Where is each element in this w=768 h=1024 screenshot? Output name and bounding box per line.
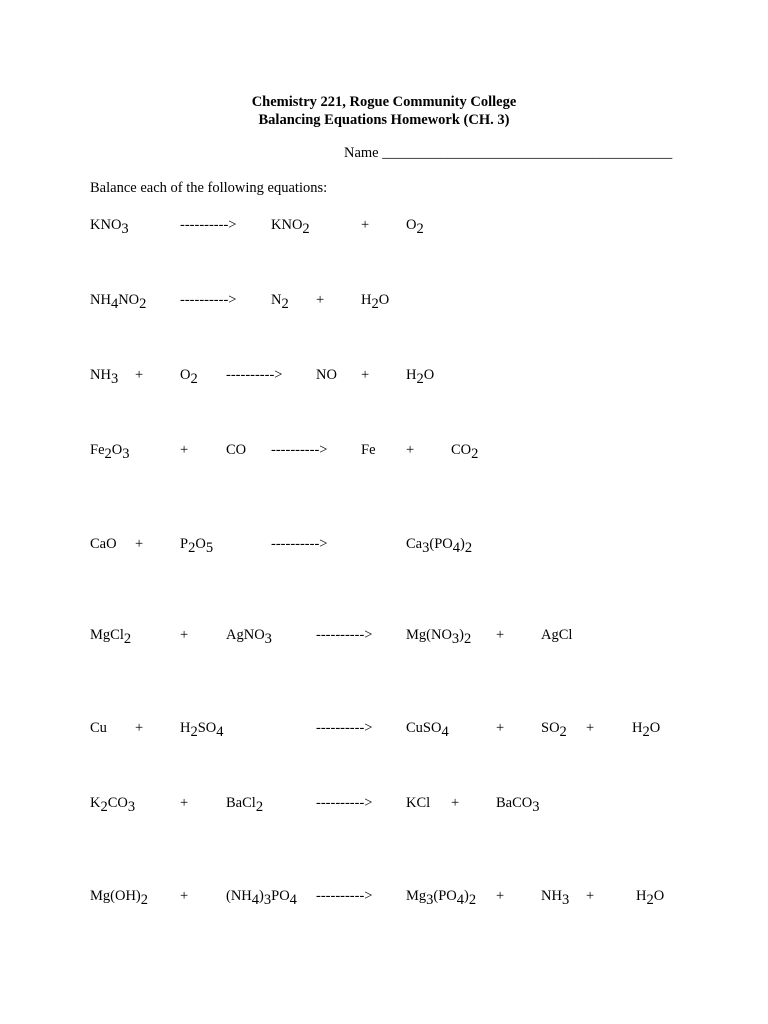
formula: NH4NO2	[90, 292, 147, 312]
formula: KNO2	[271, 217, 310, 237]
plus-sign: +	[451, 795, 460, 811]
instructions: Balance each of the following equations:	[90, 180, 328, 196]
formula: Mg(NO3)2	[406, 627, 472, 647]
formula: (NH4)3PO4	[226, 888, 297, 908]
equation-row	[0, 887, 768, 909]
formula: P2O5	[180, 536, 214, 556]
plus-sign: +	[496, 720, 505, 736]
formula: AgCl	[541, 627, 573, 643]
formula: Fe	[361, 442, 376, 458]
formula: H2O	[361, 292, 390, 312]
equation-row	[0, 626, 768, 648]
equation-row	[0, 535, 768, 557]
formula: SO2	[541, 720, 567, 740]
formula: N2	[271, 292, 289, 312]
plus-sign: +	[406, 442, 415, 458]
reaction-arrow: ---------->	[316, 627, 373, 643]
reaction-arrow: ---------->	[180, 292, 237, 308]
formula: AgNO3	[226, 627, 272, 647]
equation-row	[0, 291, 768, 313]
reaction-arrow: ---------->	[180, 217, 237, 233]
equation-row	[0, 441, 768, 463]
reaction-arrow: ---------->	[226, 367, 283, 383]
plus-sign: +	[180, 795, 189, 811]
plus-sign: +	[496, 888, 505, 904]
formula: O2	[406, 217, 424, 237]
formula: CuSO4	[406, 720, 449, 740]
formula: H2O	[406, 367, 435, 387]
worksheet-subtitle: Balancing Equations Homework (CH. 3)	[258, 112, 510, 128]
formula: O2	[180, 367, 198, 387]
equation-row	[0, 216, 768, 238]
plus-sign: +	[496, 627, 505, 643]
formula: CO	[226, 442, 247, 458]
name-field[interactable]	[344, 145, 672, 162]
name-blank: ________________________________________	[382, 145, 673, 161]
formula: Mg3(PO4)2	[406, 888, 477, 908]
plus-sign: +	[135, 720, 144, 736]
reaction-arrow: ---------->	[316, 720, 373, 736]
formula: Cu	[90, 720, 107, 736]
formula: CaO	[90, 536, 117, 552]
formula: K2CO3	[90, 795, 136, 815]
equation-row	[0, 794, 768, 816]
plus-sign: +	[586, 888, 595, 904]
equation-row	[0, 719, 768, 741]
formula: KCl	[406, 795, 431, 811]
formula: Ca3(PO4)2	[406, 536, 473, 556]
formula: H2SO4	[180, 720, 224, 740]
plus-sign: +	[135, 367, 144, 383]
plus-sign: +	[180, 627, 189, 643]
equation-row	[0, 366, 768, 388]
name-label: Name	[344, 145, 379, 161]
formula: BaCl2	[226, 795, 264, 815]
formula: NH3	[541, 888, 570, 908]
formula: H2O	[632, 720, 661, 740]
formula: MgCl2	[90, 627, 132, 647]
reaction-arrow: ---------->	[271, 536, 328, 552]
formula: NH3	[90, 367, 119, 387]
formula: Fe2O3	[90, 442, 130, 462]
formula: Mg(OH)2	[90, 888, 148, 908]
plus-sign: +	[180, 442, 189, 458]
plus-sign: +	[316, 292, 325, 308]
formula: H2O	[636, 888, 665, 908]
formula: BaCO3	[496, 795, 540, 815]
plus-sign: +	[361, 217, 370, 233]
reaction-arrow: ---------->	[316, 795, 373, 811]
formula: NO	[316, 367, 337, 383]
plus-sign: +	[180, 888, 189, 904]
reaction-arrow: ---------->	[271, 442, 328, 458]
plus-sign: +	[361, 367, 370, 383]
reaction-arrow: ---------->	[316, 888, 373, 904]
plus-sign: +	[586, 720, 595, 736]
worksheet-title: Chemistry 221, Rogue Community College	[251, 94, 517, 110]
formula: CO2	[451, 442, 479, 462]
formula: KNO3	[90, 217, 129, 237]
plus-sign: +	[135, 536, 144, 552]
